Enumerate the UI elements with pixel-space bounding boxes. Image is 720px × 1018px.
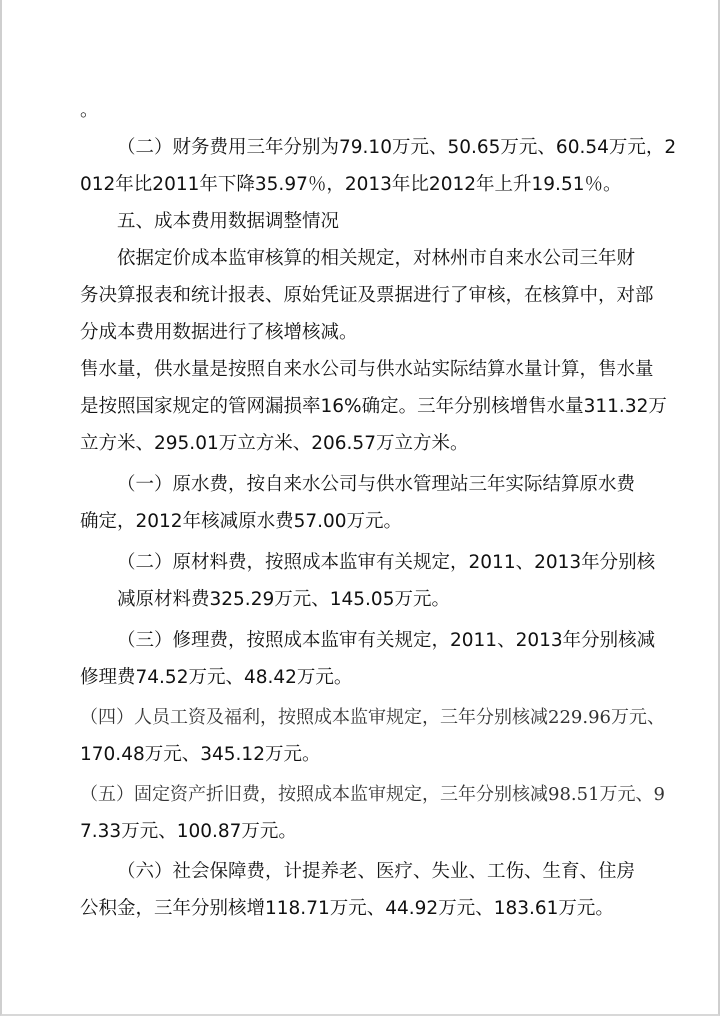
text-line-5: 依据定价成本监审核算的相关规定，对林州市自来水公司三年财 [117, 248, 636, 269]
text-line-13: （二）原材料费，按照成本监审有关规定，2011、2013年分别核 [117, 552, 656, 573]
text-line-3: 012年比2011年下降35.97％，2013年比2012年上升19.51％。 [80, 174, 622, 195]
text-line-15: （三）修理费，按照成本监审有关规定，2011、2013年分别核减 [117, 630, 656, 651]
text-line-9: 是按照国家规定的管网漏损率16%确定。三年分别核增售水量311.32万 [80, 396, 667, 417]
text-line-2: （二）财务费用三年分别为79.10万元、50.65万元、60.54万元，2 [117, 137, 677, 158]
text-line-21: （六）社会保障费，计提养老、医疗、失业、工伤、生育、住房 [117, 861, 636, 882]
text-line-17: （四）人员工资及福利，按照成本监审规定，三年分别核减229.96万元、 [80, 707, 665, 728]
text-line-16: 修理费74.52万元、48.42万元。 [80, 667, 353, 688]
text-line-11: （一）原水费，按自来水公司与供水管理站三年实际结算原水费 [117, 474, 636, 495]
text-line-12: 确定，2012年核减原水费57.00万元。 [80, 511, 403, 532]
text-line-7: 分成本费用数据进行了核增核减。 [80, 322, 358, 343]
text-line-8: 售水量，供水量是按照自来水公司与供水站实际结算水量计算，售水量 [80, 359, 654, 380]
text-line-19: （五）固定资产折旧费，按照成本监审规定，三年分别核减98.51万元、9 [80, 784, 665, 805]
text-line-22: 公积金，三年分别核增118.71万元、44.92万元、183.61万元。 [80, 898, 614, 919]
text-line-1: 。 [80, 100, 99, 121]
text-line-18: 170.48万元、345.12万元。 [80, 744, 321, 765]
text-line-10: 立方米、295.01万立方米、206.57万立方米。 [80, 433, 469, 454]
text-line-14: 减原材料费325.29万元、145.05万元。 [117, 589, 450, 610]
text-line-6: 务决算报表和统计报表、原始凭证及票据进行了审核，在核算中，对部 [80, 285, 654, 306]
section-heading: 五、成本费用数据调整情况 [117, 211, 340, 232]
text-line-20: 7.33万元、100.87万元。 [80, 821, 297, 842]
